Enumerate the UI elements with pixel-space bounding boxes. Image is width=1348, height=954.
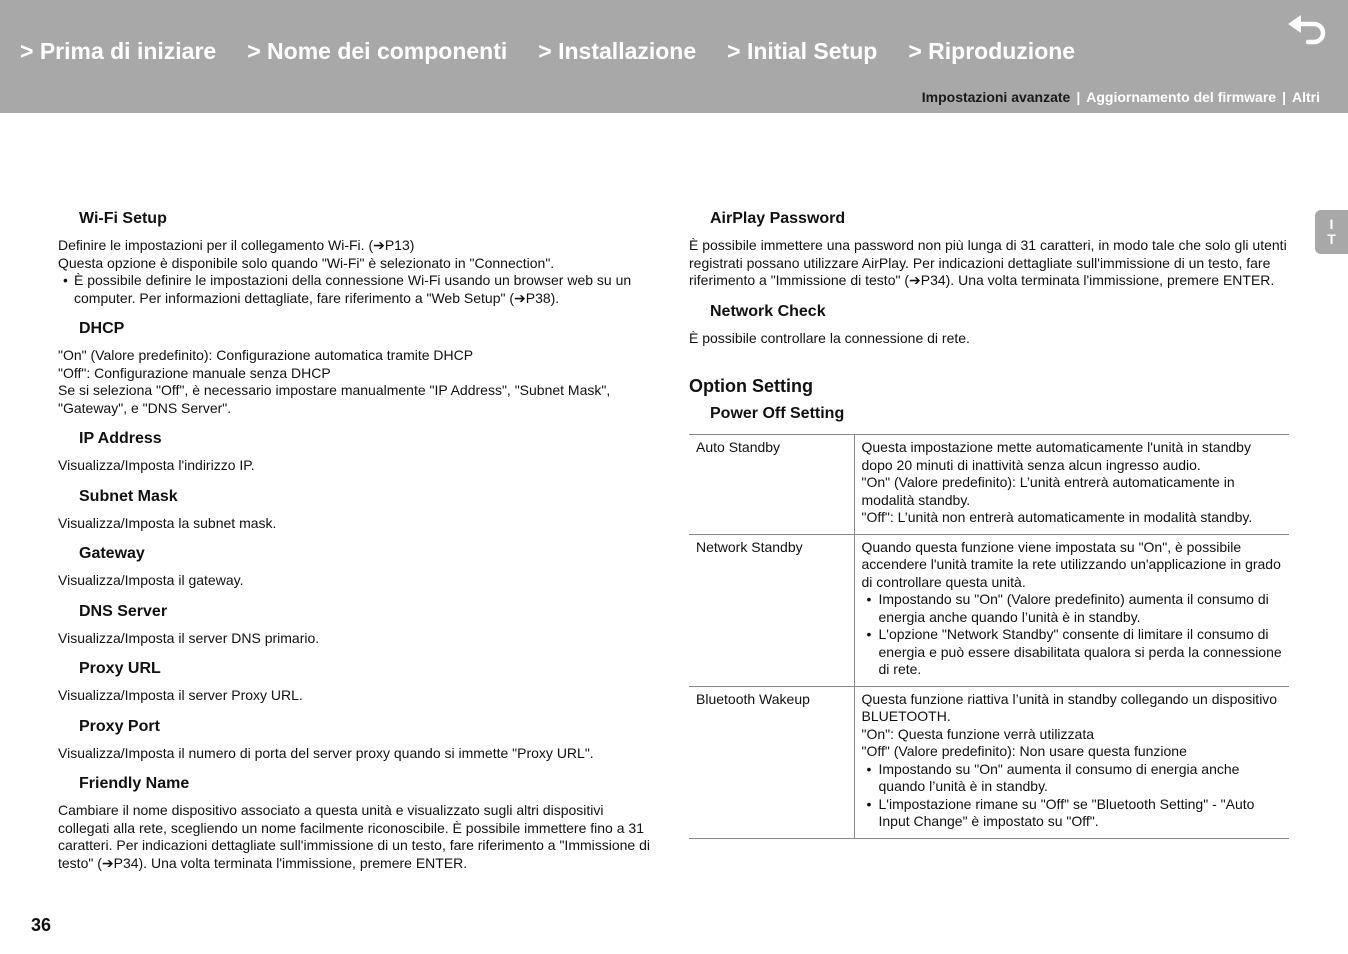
body-text: Visualizza/Imposta il gateway. — [58, 572, 244, 588]
back-arrow-icon[interactable] — [1286, 14, 1330, 52]
main-nav — [20, 38, 1106, 65]
section-title: Subnet Mask — [79, 487, 178, 505]
sub-nav — [922, 89, 1320, 105]
body-text: "Off": Configurazione manuale senza DHCP — [58, 364, 331, 381]
section-airplay-password — [689, 208, 1289, 290]
section-title: AirPlay Password — [710, 210, 846, 227]
row-label: Network Standby — [689, 534, 854, 686]
section-title: IP Address — [79, 430, 162, 447]
page-number: 36 — [31, 915, 52, 935]
row-label: Bluetooth Wakeup — [689, 686, 854, 838]
body-text: Visualizza/Imposta l'indirizzo IP. — [58, 457, 255, 473]
row-description — [854, 686, 1289, 838]
section-friendly-name — [58, 773, 658, 872]
power-off-table — [689, 434, 1289, 839]
table-row — [689, 534, 1289, 686]
body-text: Visualizza/Imposta il server DNS primario. — [58, 629, 320, 646]
section-title: Power Off Setting — [710, 405, 845, 422]
body-text: "On" (Valore predefinito): Configurazione automatica tramite DHCP — [58, 347, 474, 363]
left-column — [58, 208, 658, 883]
section-wifi-setup — [58, 208, 658, 307]
option-setting-heading: Option Setting — [689, 376, 813, 396]
body-text: Questa funzione riattiva l’unità in standby collegando un dispositivo BLUETOOTH. — [861, 690, 1278, 724]
section-title: Network Check — [710, 302, 826, 320]
bullet-list — [58, 272, 658, 307]
subnav-altri[interactable]: Altri — [1292, 89, 1320, 105]
section-title: Proxy URL — [79, 660, 161, 677]
body-text: Definire le impostazioni per il collegamento Wi-Fi. (➔P13) — [58, 237, 415, 253]
language-letter: I — [1329, 216, 1334, 232]
section-gateway — [58, 543, 658, 590]
bullet-item: • Impostando su "On" (Valore predefinito) aumenta il consumo di energia anche quando l’unità è in standby. — [862, 591, 1284, 626]
body-text: Se si seleziona "Off", è necessario impostare manualmente "IP Address", "Subnet Mask", "Gateway", e "DNS Server". — [58, 382, 611, 416]
row-description — [854, 534, 1289, 686]
right-column — [689, 208, 1289, 839]
section-title: DNS Server — [79, 602, 168, 620]
row-label: Auto Standby — [689, 435, 854, 535]
row-description — [854, 435, 1289, 535]
nav-prima-di-iniziare[interactable]: > Prima di iniziare — [20, 38, 217, 64]
language-tab — [1315, 210, 1348, 254]
language-letter: T — [1327, 231, 1336, 247]
section-network-check — [689, 301, 1289, 348]
section-title: Gateway — [79, 545, 145, 562]
section-ip-address — [58, 428, 658, 475]
section-title: DHCP — [79, 320, 125, 337]
section-title: Friendly Name — [79, 775, 190, 792]
body-text: Quando questa funzione viene impostata su "On", è possibile accendere l'unità tramite la rete utilizzando un'applicazione in grado di controllare questa unità. — [861, 538, 1281, 590]
body-text: È possibile immettere una password non più lunga di 31 caratteri, in modo tale che solo gli utenti registrati possano utilizzare AirPlay. Per indicazioni dettagliate sull'immissione di un testo, fare riferimento a "Immissione di testo" (➔P34). Una volta terminata l'immissione, premere ENTER. — [689, 237, 1287, 288]
bullet-list — [862, 591, 1284, 679]
bullet-item: • È possibile definire le impostazioni della connessione Wi-Fi usando un browser web su un computer. Per informazioni dettagliate, fare riferimento a "Web Setup" (➔P38). — [58, 272, 658, 307]
body-text: Cambiare il nome dispositivo associato a questa unità e visualizzato sugli altri dispositivi collegati alla rete, scegliendo un nome facilmente riconoscibile. È possibile immettere fino a 31 caratteri. Per indicazioni dettagliate sull'immissione di un testo, fare riferimento a "Immissione di testo" (➔P34). Una volta terminata l'immissione, premere ENTER. — [58, 802, 651, 871]
subnav-impostazioni-avanzate: Impostazioni avanzate — [921, 89, 1071, 105]
section-dns-server — [58, 601, 658, 648]
table-row — [689, 686, 1289, 838]
nav-initial-setup[interactable]: > Initial Setup — [727, 38, 878, 64]
body-text: "Off" (Valore predefinito): Non usare questa funzione — [861, 743, 1187, 759]
table-row — [689, 435, 1289, 535]
section-proxy-url — [58, 658, 658, 705]
body-text: Visualizza/Imposta la subnet mask. — [58, 514, 277, 531]
section-subnet-mask — [58, 486, 658, 533]
body-text: "Off": L’unità non entrerà automaticamente in modalità standby. — [861, 509, 1253, 525]
section-title: Proxy Port — [79, 717, 160, 735]
nav-installazione[interactable]: > Installazione — [538, 38, 697, 64]
subnav-separator: | — [1076, 89, 1081, 105]
bullet-item: • L'impostazione rimane su "Off" se "Bluetooth Setting" - "Auto Input Change" è impostato su "Off". — [862, 796, 1284, 831]
section-dhcp — [58, 318, 658, 417]
body-text: Visualizza/Imposta il numero di porta del server proxy quando si immette "Proxy URL". — [58, 744, 594, 761]
body-text: Questa opzione è disponibile solo quando "Wi-Fi" è selezionato in "Connection". — [58, 254, 555, 271]
body-text: È possibile controllare la connessione di rete. — [689, 329, 970, 346]
bullet-item: • L'opzione "Network Standby" consente di limitare il consumo di energia e può essere disabilitata qualora si perda la connessione di rete. — [862, 626, 1284, 679]
subnav-aggiornamento-firmware[interactable]: Aggiornamento del firmware — [1086, 89, 1277, 105]
body-text: "On" (Valore predefinito): L’unità entrerà automaticamente in modalità standby. — [861, 474, 1235, 508]
section-title: Wi-Fi Setup — [79, 210, 167, 227]
body-text: "On": Questa funzione verrà utilizzata — [861, 725, 1094, 742]
nav-riproduzione[interactable]: > Riproduzione — [908, 38, 1076, 64]
section-proxy-port — [58, 716, 658, 763]
body-text: Questa impostazione mette automaticamente l'unità in standby dopo 20 minuti di inattività senza alcun ingresso audio. — [861, 439, 1251, 473]
bullet-item: • Impostando su "On" aumenta il consumo di energia anche quando l’unità è in standby. — [862, 761, 1284, 796]
nav-nome-dei-componenti[interactable]: > Nome dei componenti — [247, 38, 508, 64]
bullet-list — [862, 761, 1284, 831]
body-text: Visualizza/Imposta il server Proxy URL. — [58, 687, 303, 703]
header-bar — [0, 0, 1348, 113]
subnav-separator: | — [1282, 89, 1286, 105]
